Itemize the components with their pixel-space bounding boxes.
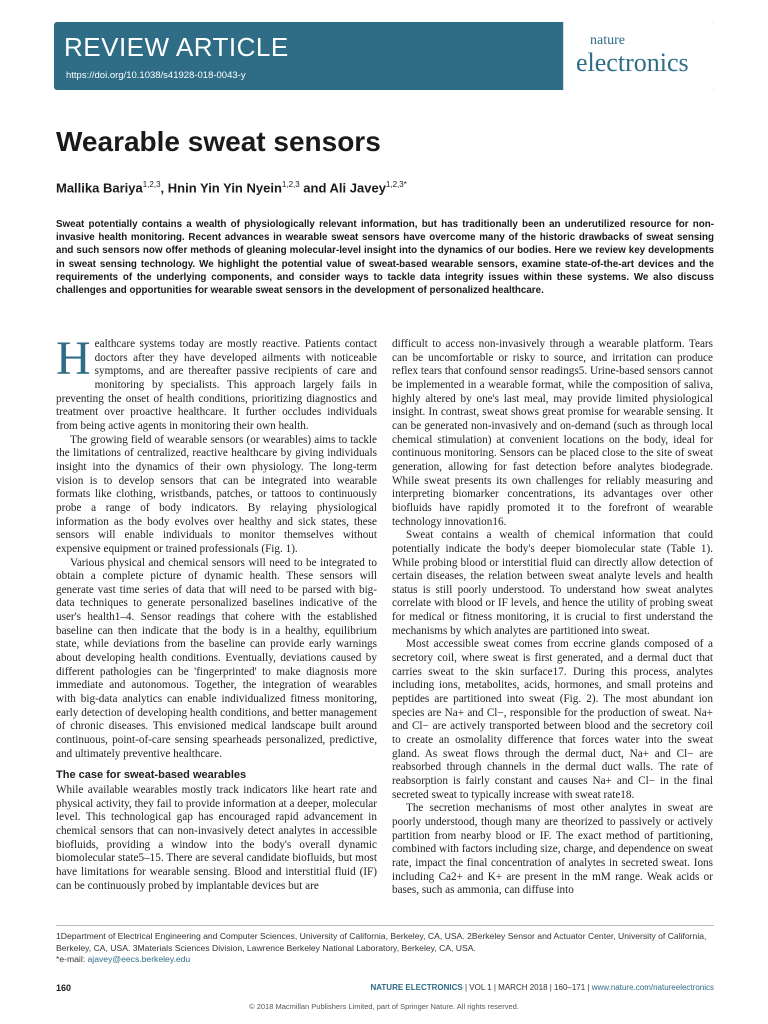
body-column-right <box>392 338 713 898</box>
article-title: Wearable sweat sensors <box>56 126 381 157</box>
paragraph-text: The secretion mechanisms of most other analytes in sweat are poorly understood, though many are theorized to passively or actively partition from nearby blood or IF. The exact method of partitioning, combined with factors including size, charge, and dependence on sweat rate, impact the final concentration of analytes in secreted sweat. Ions including Ca2+ and K+ are present in the mM range. Weak acids or bases, such as ammonia, can diffuse into <box>392 802 713 897</box>
author-name[interactable]: Ali Javey <box>329 180 386 196</box>
journal-name[interactable]: NATURE ELECTRONICS <box>370 983 463 992</box>
paragraph-text: difficult to access non-invasively through a wearable platform. Tears can be uncomfortable or risky to source, and irritation can produce reflex tears that confound sensor readings5. Urine-based sensors cannot be implemented in a wearable format, while the composition of saliva, highly altered by one's last meal, may provide limited physiological insight. In contrast, sweat shows great promise for wearable sensing. It can be generated non-invasively and on-demand (such as through local chemical stimulation) at convenient locations on the body, ideal for continuous monitoring. Sensors can be placed close to the site of sweat generation, allowing for fast detection before analytes biodegrade. While sweat presents its own challenges for reliably measuring and interpreting biomarker concentrations, its advantages over other biofluids have rapidly promoted it to the forefront of wearable technology innovation16. <box>392 338 713 528</box>
author-list <box>56 180 407 195</box>
body-paragraph <box>392 338 713 529</box>
drop-cap: H <box>56 332 91 385</box>
paragraph-text: Most accessible sweat comes from eccrine glands composed of a secretory coil, where sweat is first generated, and a dermal duct that carries sweat to the skin surface17. During this process, analytes including ions, metabolites, acids, hormones, and small proteins and peptides are partitioned into sweat (Fig. 2). The most abundant ion species are Na+ and Cl−, responsible for the production of sweat. Na+ and Cl− are actively transported between blood and the secretory coil to create an osmolality difference that forces water into the sweat gland. As sweat flows through the dermal duct, Na+ and Cl− are reabsorbed through channels in the dermal duct walls. The rate of reabsorption is fairly constant and causes Na+ and Cl− in the final secreted sweat to typically increase with sweat rate18. <box>392 638 713 801</box>
body-paragraph <box>56 784 377 893</box>
copyright-notice: © 2018 Macmillan Publishers Limited, part of Springer Nature. All rights reserved. <box>249 1002 519 1011</box>
paragraph-text: The growing field of wearable sensors (or wearables) aims to tackle the limitations of centralized, reactive healthcare by giving individuals insight into the dynamics of their own physiology. The long-term vision is to develop sensors that can be integrated into wearable formats like clothing, wristbands, patches, or tattoos to continuously probe a range of body indicators. By relaying physiological information as the body evolves over healthy and sick states, these sensors will enable individuals to monitor themselves without expensive equipment or trained professionals (Fig. 1). <box>56 433 377 555</box>
author-affiliation: 1,2,3* <box>385 180 407 189</box>
author-name[interactable]: Hnin Yin Yin Nyein <box>167 180 282 196</box>
paragraph-text: Various physical and chemical sensors will need to be integrated to obtain a complete picture of dynamic health. These sensors will generate vast time series of data that will need to be parsed with big-data techniques to generate personalized baselines indicative of the user's health1–4. Sensor readings that cohere with the established baseline can then indicate that the body is in a healthy, equilibrium state, while deviations from the baseline can provide early warnings about developing health conditions. Eventually, deviations caused by different pathologies can be 'fingerprinted' to make diagnosis more immediate and autonomous. Together, the integration of wearables with big-data analytics can enable individualized fitness monitoring, early detection of developing health conditions, and better management of chronic diseases. This envisioned medical landscape built around continuous, point-of-care sensing spearheads personalized, predictive, and ultimately preventive healthcare. <box>56 556 377 760</box>
paragraph-text: ealthcare systems today are mostly reactive. Patients contact doctors after they have developed ailments with noticeable symptoms, and are thereafter passive recipients of care and monitoring by specialists. This approach largely fails in preventing the onset of health conditions, prioritizing diagnostics and treatment over proactive healthcare. It further occludes individuals from being active agents in monitoring their own health. <box>56 338 377 432</box>
section-label: REVIEW ARTICLE <box>64 32 289 62</box>
paragraph-text: The case for sweat-based wearables <box>56 769 247 782</box>
email-label: *e-mail: <box>56 954 88 964</box>
body-paragraph <box>56 332 377 434</box>
paragraph-text: While available wearables mostly track indicators like heart rate and physical activity, they fail to provide information at a deeper, molecular level. This technological gap has encouraged rapid advancement in chemical sensors that can non-invasively detect analytes in accessible biofluids, providing a window into the body's overall dynamic biomolecular state5–15. There are several candidate biofluids, but most have limitations for wearable sensing. Blood and interstitial fluid (IF) can be continuously probed by implantable devices but are <box>56 784 377 892</box>
author-name[interactable]: Mallika Bariya <box>56 180 143 196</box>
affiliations-text: 1Department of Electrical Engineering and Computer Sciences, University of California, Berkeley, CA, USA. 2Berkeley Sensor and Actuator Center, University of California, Berkeley, CA, USA. 3Materials Sciences Division, Lawrence Berkeley National Laboratory, Berkeley, CA, USA. <box>56 931 707 953</box>
body-paragraph <box>56 557 377 762</box>
body-paragraph <box>392 638 713 802</box>
body-paragraph <box>392 529 713 638</box>
paragraph-text: Sweat contains a wealth of chemical information that could potentially indicate the body's deeper biomolecular state (Table 1). While probing blood or interstitial fluid can directly allow detection of certain diseases, the relation between sweat analyte levels and health status is still poorly understood. To understand how sweat analytes correlate with blood or IF levels, and hence the utility of probing sweat for medical or fitness monitoring, it is crucial to first understand the mechanisms by which analytes are partitioned into sweat. <box>392 529 713 637</box>
doi-link[interactable]: https://doi.org/10.1038/s41928-018-0043-y <box>66 70 246 81</box>
issue-info: | VOL 1 | MARCH 2018 | 160–171 | <box>462 983 592 992</box>
banner-left <box>54 22 562 90</box>
author-separator: , <box>160 180 168 196</box>
journal-citation <box>370 983 714 992</box>
affiliations-footnote <box>56 931 714 966</box>
body-paragraph <box>392 802 713 898</box>
journal-logo <box>563 22 714 90</box>
author-affiliation: 1,2,3 <box>142 180 161 189</box>
email-link[interactable]: ajavey@eecs.berkeley.edu <box>87 954 191 964</box>
section-heading <box>56 769 377 783</box>
footnote-divider <box>56 925 714 926</box>
journal-logo-big: electronics <box>576 48 689 77</box>
abstract: Sweat potentially contains a wealth of physiologically relevant information, but has traditionally been an underutilized resource for non-invasive health monitoring. Recent advances in wearable sweat sensors have overcome many of the historic drawbacks of sweat sensing and such sensors now offer methods of gleaning molecular-level insight into the dynamics of our bodies. Here we review key developments in sweat sensing technology. We highlight the potential value of sweat-based wearable sensors, examine state-of-the-art devices and the requirements of the underlying components, and consider ways to tackle data integrity issues within these systems. We also discuss challenges and opportunities for wearable sweat sensors in the development of personalized healthcare. <box>56 219 714 297</box>
body-column-left <box>56 332 377 893</box>
body-paragraph <box>56 434 377 557</box>
author-affiliation: 1,2,3 <box>281 180 300 189</box>
author-separator: and <box>299 180 330 196</box>
page-number: 160 <box>56 983 72 993</box>
journal-url[interactable]: www.nature.com/natureelectronics <box>591 983 714 992</box>
article-banner <box>54 22 714 90</box>
journal-logo-small: nature <box>590 33 625 48</box>
